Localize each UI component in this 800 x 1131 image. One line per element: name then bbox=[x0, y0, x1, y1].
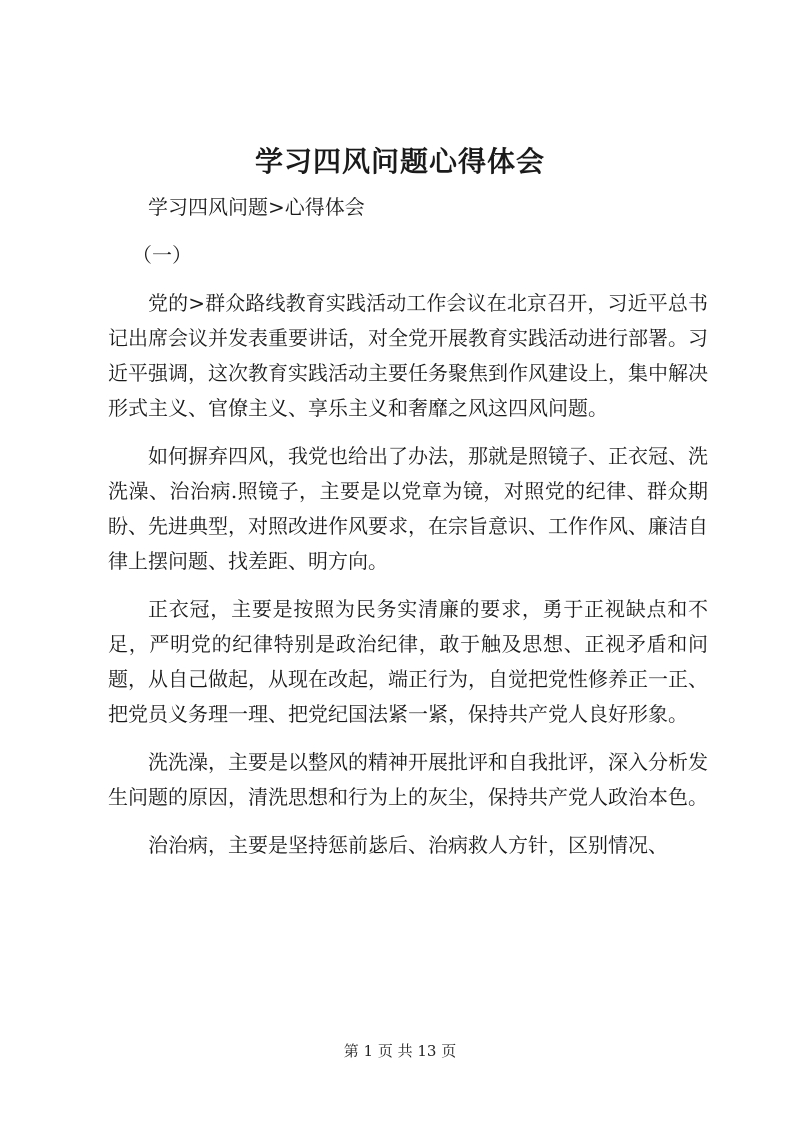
page-title: 学习四风问题心得体会 bbox=[254, 145, 545, 178]
paragraph: 党的>群众路线教育实践活动工作会议在北京召开，习近平总书记出席会议并发表重要讲话，对全党开展教育实践活动进行部署。习近平强调，这次教育实践活动主要任务聚焦到作风建设上，集中解决形式主义、官僚主义、享乐主义和奢靡之风这四风问题。 bbox=[108, 291, 708, 420]
section-marker: （一） bbox=[132, 243, 192, 267]
document-subtitle: 学习四风问题>心得体会 bbox=[148, 195, 365, 219]
paragraph: 如何摒弃四风，我党也给出了办法，那就是照镜子、正衣冠、洗洗澡、治治病.照镜子，主要是以党章为镜，对照党的纪律、群众期盼、先进典型，对照改进作风要求，在宗旨意识、工作作风、廉洁自律上摆问题、找差距、明方向。 bbox=[108, 444, 708, 573]
paragraph: 治治病，主要是坚持惩前毖后、治病救人方针，区别情况、 bbox=[148, 833, 668, 857]
document-body bbox=[108, 190, 708, 863]
paragraph: 正衣冠，主要是按照为民务实清廉的要求，勇于正视缺点和不足，严明党的纪律特别是政治纪律，敢于触及思想、正视矛盾和问题，从自己做起，从现在改起，端正行为，自觉把党性修养正一正、把党员义务理一理、把党纪国法紧一紧，保持共产党人良好形象。 bbox=[108, 597, 708, 726]
page-number-footer: 第 1 页 共 13 页 bbox=[343, 1042, 457, 1060]
paragraph: 洗洗澡，主要是以整风的精神开展批评和自我批评，深入分析发生问题的原因，清洗思想和行为上的灰尘，保持共产党人政治本色。 bbox=[108, 750, 708, 809]
